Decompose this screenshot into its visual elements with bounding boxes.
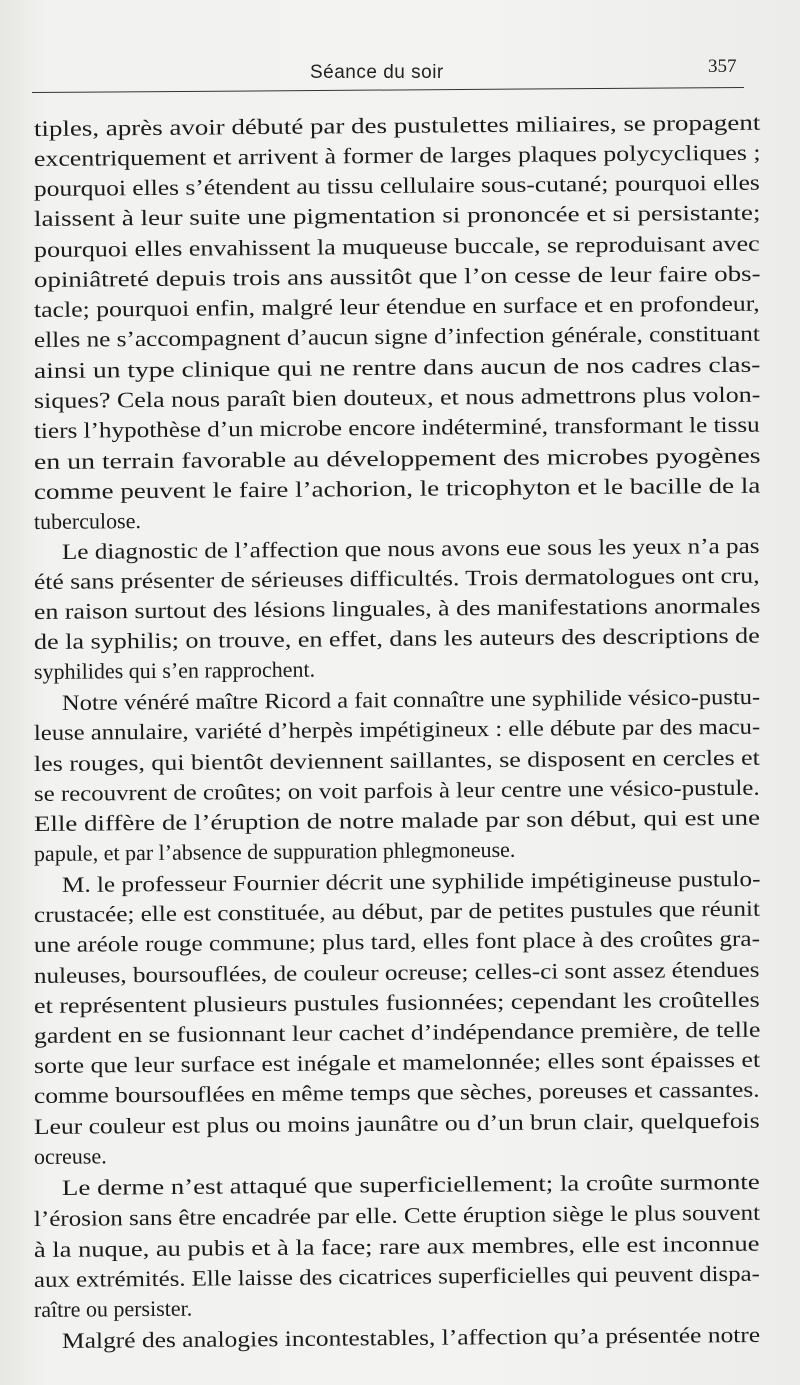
text-line: Elle diffère de l’éruption de notre malade par son début, qui est une <box>33 804 761 836</box>
text-line: ainsi un type clinique qui ne rentre dans aucun de nos cadres clas- <box>33 351 761 383</box>
text-line: tacle; pourquoi enfin, malgré leur étendue en surface et en profondeur, <box>33 290 760 322</box>
text-line: en un terrain favorable au développement des microbes pyogènes <box>33 442 761 474</box>
text-line: en raison surtout des lésions linguales, à des manifestations anormales <box>33 592 761 624</box>
text-line: à la nuque, au pubis et à la face; rare aux membres, elle est inconnue <box>33 1230 760 1262</box>
text-line: opiniâtreté depuis trois ans aussitôt que l’on cesse de leur faire obs- <box>33 260 761 292</box>
text-line: et représentent plusieurs pustules fusionnées; cependant les croûtelles <box>33 986 760 1018</box>
text-line: aux extrémités. Elle laisse des cicatrices superficielles qui peuvent dispa- <box>33 1260 760 1292</box>
text-line: sorte que leur surface est inégale et mamelonnée; elles sont épaisses et <box>33 1046 761 1078</box>
text-line: une aréole rouge commune; plus tard, elles font place à des croûtes gra- <box>33 925 761 957</box>
text-line: tuberculose. <box>33 508 142 534</box>
text-line: gardent en se fusionnant leur cachet d’indépendance première, de telle <box>33 1016 761 1048</box>
text-line: pourquoi elles s’étendent au tissu cellulaire sous-cutané; pourquoi elles <box>33 169 760 201</box>
text-line: comme peuvent le faire l’achorion, le tricophyton et le bacille de la <box>33 472 761 504</box>
text-line: nuleuses, boursouflées, de couleur ocreuse; celles-ci sont assez étendues <box>33 956 760 988</box>
text-line: Le derme n’est attaqué que superficiellement; la croûte surmonte <box>61 1168 760 1200</box>
text-line: se recouvrent de croûtes; on voit parfois à leur centre une vésico-pustule. <box>33 774 760 806</box>
text-line: Le diagnostic de l’affection que nous avons eue sous les yeux n’a pas <box>61 532 760 564</box>
text-line: raître ou persister. <box>33 1295 193 1322</box>
text-line: elles ne s’accompagnent d’aucun signe d’infection générale, constituant <box>33 320 760 352</box>
text-line: pourquoi elles envahissent la muqueuse buccale, se reproduisant avec <box>33 230 760 262</box>
text-line: comme boursouflées en même temps que sèches, poreuses et cassantes. <box>33 1076 760 1108</box>
text-line: tiples, après avoir débuté par des pustulettes miliaires, se propagent <box>33 109 761 141</box>
text-line: M. le professeur Fournier décrit une syphilide impétigineuse pustulo- <box>61 865 761 897</box>
text-line: tiers l’hypothèse d’un microbe encore indéterminé, transformant le tissu <box>33 411 760 443</box>
text-line: l’érosion sans être encadrée par elle. Cette éruption siège le plus souvent <box>33 1199 761 1231</box>
text-line: les rouges, qui bientôt deviennent saillantes, se disposent en cercles et <box>33 744 760 776</box>
text-line: papule, et par l’absence de suppuration phlegmoneuse. <box>33 836 516 866</box>
text-line: ocreuse. <box>33 1143 107 1169</box>
text-line: excentriquement et arrivent à former de larges plaques polycycliques ; <box>33 139 761 171</box>
text-line: crustacée; elle est constituée, au début, par de petites pustules que réunit <box>33 895 760 927</box>
text-line: de la syphilis; on trouve, en effet, dans les auteurs des descriptions de <box>33 622 760 654</box>
running-head: Séance du soir <box>310 62 444 83</box>
page-number: 357 <box>708 56 737 77</box>
text-line: syphilides qui s’en rapprochent. <box>33 656 316 684</box>
text-line: siques? Cela nous paraît bien douteux, et nous admettrons plus volon- <box>33 381 761 413</box>
text-line: été sans présenter de sérieuses difficultés. Trois dermatologues ont cru, <box>33 562 760 594</box>
text-line: Leur couleur est plus ou moins jaunâtre ou d’un brun clair, quelquefois <box>33 1107 760 1139</box>
text-line: Notre vénéré maître Ricord a fait connaître une syphilide vésico-pustu- <box>61 683 761 715</box>
text-line: laissent à leur suite une pigmentation si prononcée et si persistante; <box>33 199 761 231</box>
text-line: Malgré des analogies incontestables, l’affection qu’a présentée notre <box>61 1321 761 1353</box>
text-line: leuse annulaire, variété d’herpès impétigineux : elle débute par des macu- <box>33 713 761 745</box>
